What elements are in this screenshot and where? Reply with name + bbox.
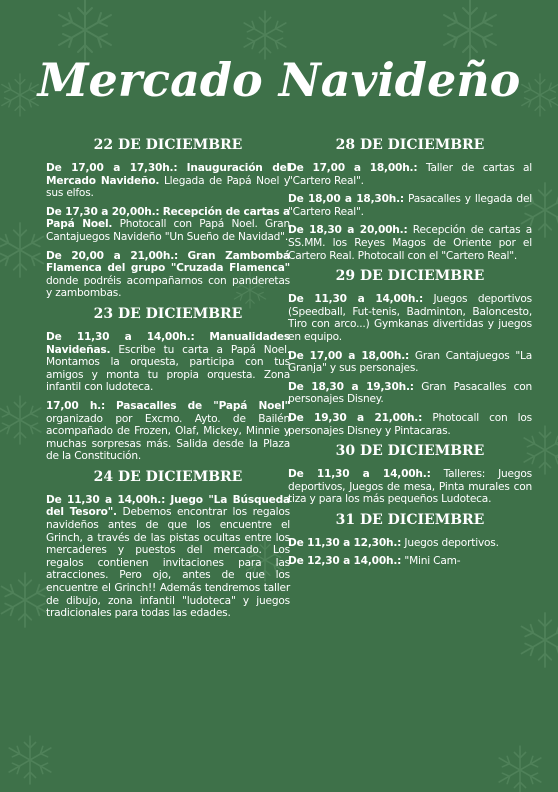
entry-time: De 12,30 a 14,00h.:	[288, 555, 402, 568]
entry-highlight: Juego "La Búsqueda del Tesoro".	[46, 493, 290, 519]
schedule-column-right	[288, 133, 532, 574]
entry-text: Juegos deportivos (Speedball, Fut-tenis, Badminton, Baloncesto, Tiro con arco...) Gymkanas divertidas y juegos en equipo.	[288, 293, 532, 343]
entry-time: De 17,00 a 18,00h.:	[288, 162, 418, 174]
schedule-entry	[288, 468, 532, 506]
entry-time: De 11,30 a 14,00h.:	[46, 330, 195, 343]
entry-text: Llegada de Papá Noel y sus elfos.	[46, 174, 290, 200]
entry-highlight: Manualidades Navideñas.	[46, 330, 290, 356]
entry-text: Gran Cantajuegos "La Granja" y sus personajes.	[288, 349, 533, 375]
schedule-entry	[46, 400, 290, 463]
entry-time: De 20,00 a 21,00h.:	[46, 249, 179, 262]
day-section-29	[288, 268, 532, 437]
entry-text: Taller de cartas al "Cartero Real".	[288, 162, 532, 187]
entry-time: De 17,00 a 18,00h.:	[288, 349, 410, 362]
day-section-28	[288, 137, 532, 262]
entry-time: De 18,30 a 19,30h.:	[288, 380, 414, 393]
entry-text: Debemos encontrar los regalos navideños antes de que los encuentre el Grinch, a través de las pistas ocultas entre los mercaderes y puestos del mercado. Los regalos contienen invitaciones para las atracciones. Pero ojo, antes de que los encuentre el Grinch!! Además tendremos taller de dibujo, zona infantil "ludoteca" y juegos tradicionales para todas las edades.	[46, 506, 290, 620]
entry-text: Pasacalles y llegada del "Cartero Real".	[288, 193, 533, 218]
schedule-entry	[46, 162, 290, 200]
day-section-22	[46, 137, 290, 300]
schedule-entry	[288, 293, 532, 343]
snowflake-icon	[499, 746, 541, 792]
entry-highlight: Pasacalles de "Papá Noel"	[116, 399, 290, 412]
entry-text: Juegos deportivos.	[404, 536, 499, 549]
schedule-entry	[288, 224, 532, 262]
schedule-entry	[288, 193, 532, 218]
schedule-entry	[288, 537, 532, 550]
day-header: 31 DE DICIEMBRE	[335, 511, 485, 528]
entry-text: donde podréis acompañarnos con panderetas y zambombas.	[46, 274, 290, 300]
entry-time: De 18,00 a 18,30h.:	[288, 193, 404, 206]
schedule-entry	[288, 412, 532, 437]
schedule-entry	[288, 162, 532, 187]
entry-text: Photocall con los personajes Disney y Pintacaras.	[288, 411, 532, 437]
day-header: 24 DE DICIEMBRE	[93, 468, 243, 485]
entry-time: De 11,30 a 14,00h.:	[46, 493, 166, 506]
snowflake-icon	[0, 223, 43, 277]
schedule-entry	[288, 350, 532, 375]
entry-highlight: Gran Zambombá Flamenca del grupo "Cruzada Flamenca"	[46, 249, 290, 275]
schedule-column-left	[46, 133, 290, 626]
day-header: 23 DE DICIEMBRE	[93, 305, 243, 322]
entry-text: "Mini Cam-	[404, 555, 461, 568]
entry-time: De 19,30 a 21,00h.:	[288, 411, 423, 424]
day-section-24	[46, 469, 290, 620]
entry-time: De 11,30 a 14,00h.:	[288, 293, 424, 306]
entry-highlight: Inauguración del Mercado Navideño.	[46, 162, 290, 187]
day-section-31	[288, 512, 532, 568]
day-header: 28 DE DICIEMBRE	[335, 137, 485, 153]
entry-text: Recepción de cartas a SS.MM. los Reyes Magos de Oriente por el Cartero Real. Photocall con el "Cartero Real".	[288, 224, 533, 262]
entry-time: 17,00 h.:	[46, 399, 106, 412]
entry-text: Gran Pasacalles con personajes Disney.	[288, 380, 532, 406]
schedule-entry	[288, 381, 532, 406]
entry-time: De 11,30 a 14,00h.:	[288, 468, 431, 481]
day-section-23	[46, 306, 290, 463]
page-title: Mercado Navideño	[37, 53, 521, 107]
entry-highlight: Recepción de cartas a Papá Noel.	[46, 205, 291, 231]
entry-text: Escribe tu carta a Papá Noel. Montamos la orquesta, participa con tus amigos y monta tu propia orquesta. Zona infantil con ludoteca.	[46, 343, 290, 394]
day-header: 30 DE DICIEMBRE	[335, 443, 485, 460]
entry-text: Talleres: Juegos deportivos, Juegos de mesa, Pinta murales con tiza y para los más pequeños Ludoteca.	[288, 468, 533, 506]
schedule-entry	[46, 331, 290, 394]
schedule-entry	[46, 494, 290, 620]
day-section-30	[288, 443, 532, 506]
snowflake-icon	[9, 736, 51, 784]
entry-time: De 11,30 a 12,30h.:	[288, 536, 402, 549]
day-header: 29 DE DICIEMBRE	[335, 268, 485, 285]
snowflake-icon	[0, 396, 41, 444]
entry-time: De 17,30 a 20,00h.:	[46, 205, 160, 218]
schedule-entry	[46, 206, 290, 244]
schedule-entry	[46, 250, 290, 300]
snowflake-icon	[2, 573, 49, 627]
snowflake-icon	[522, 613, 558, 667]
entry-text: organizado por Excmo. Ayto. de Bailén acompañado de Frozen, Olaf, Mickey, Minnie y muchas sorpresas más. Salida desde la Plaza de la Constitución.	[46, 412, 290, 463]
day-header: 22 DE DICIEMBRE	[93, 137, 243, 153]
entry-time: De 18,30 a 20,00h.:	[288, 224, 408, 237]
entry-text: Photocall con Papá Noel. Gran Cantajuegos Navideño "Un Sueño de Navidad".	[46, 218, 290, 243]
entry-time: De 17,00 a 17,30h.:	[46, 162, 178, 174]
schedule-entry	[288, 555, 532, 568]
